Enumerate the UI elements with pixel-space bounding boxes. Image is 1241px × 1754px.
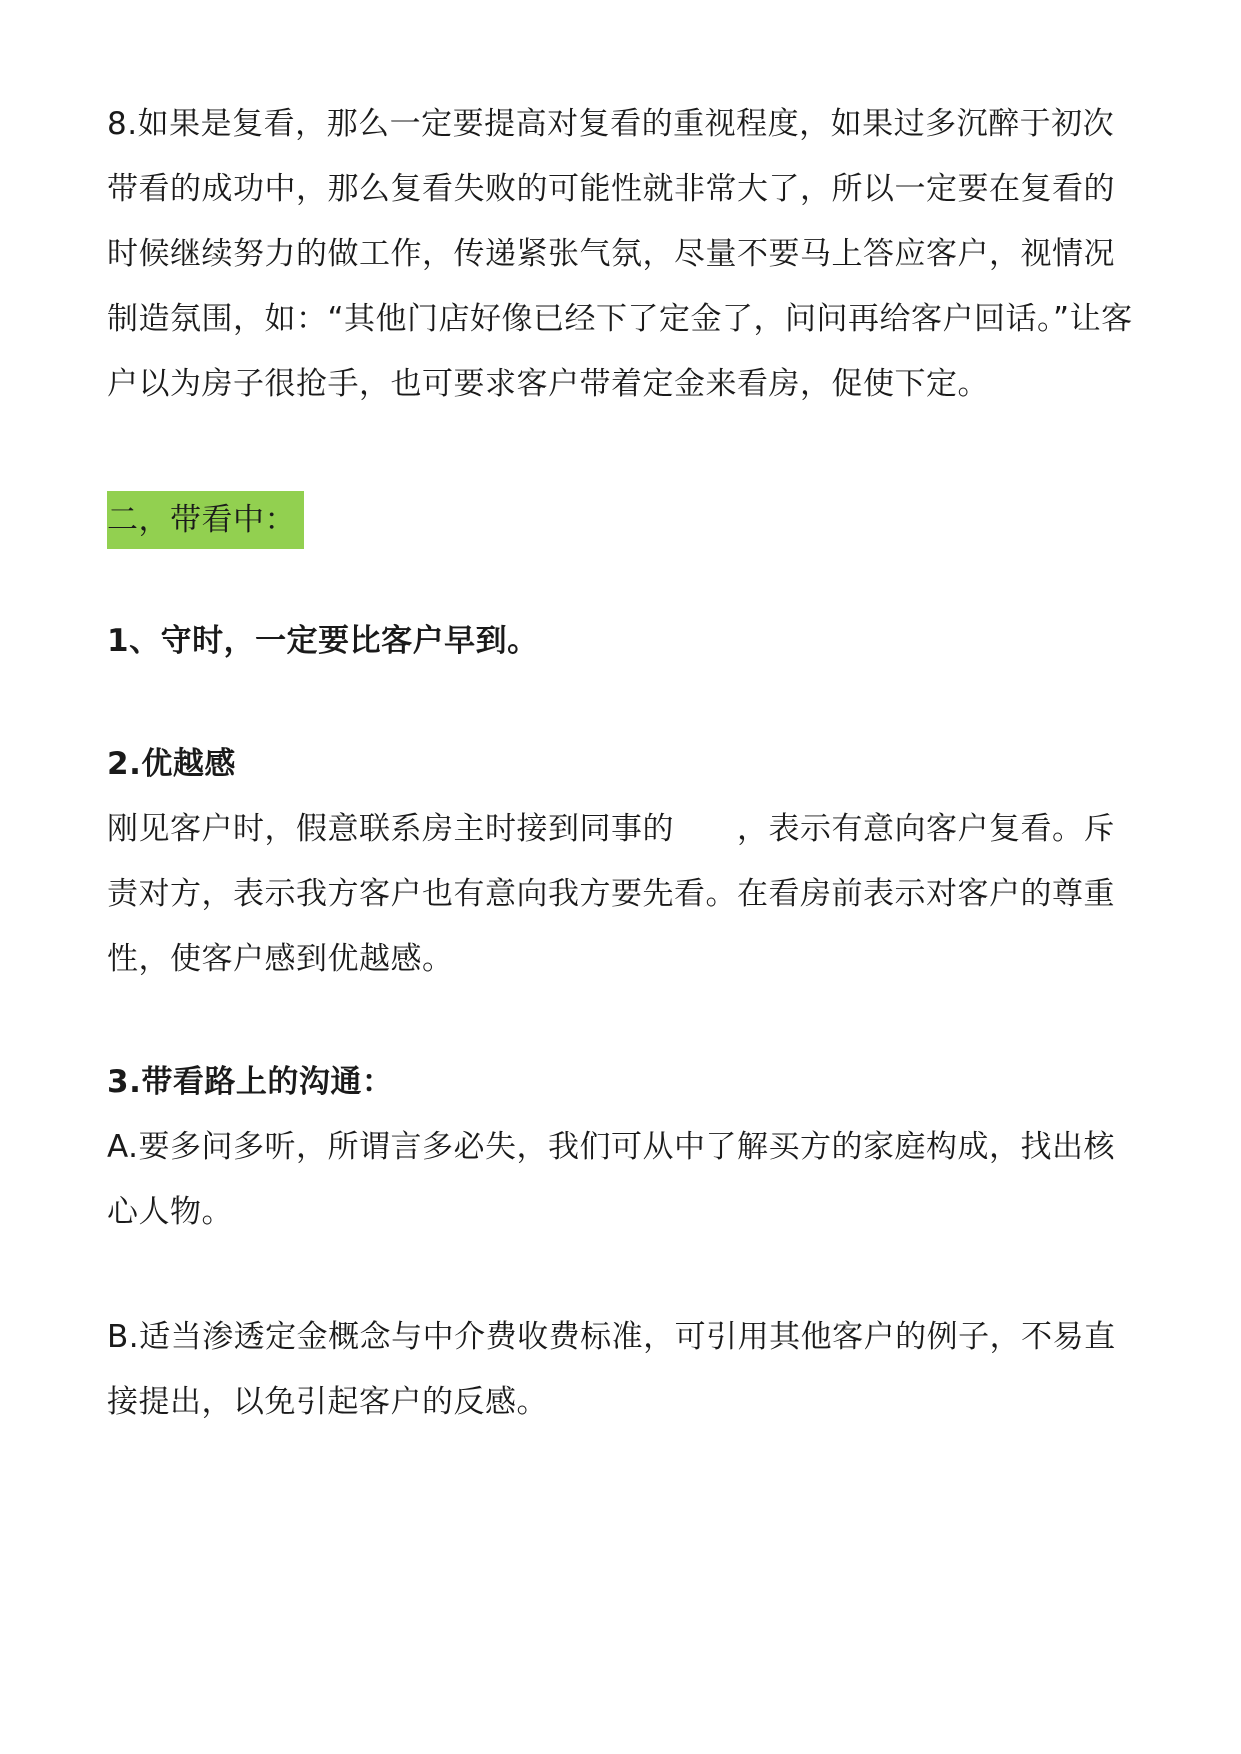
- section-heading-during-viewing: 二，带看中：: [107, 491, 304, 549]
- paragraph-superiority: 刚见客户时，假意联系房主时接到同事的 ，表示有意向客户复看。斥责对方，表示我方客户也有意向我方要先看。在看房前表示对客户的尊重性，使客户感到优越感。: [107, 811, 1115, 977]
- spacer: [107, 674, 1137, 732]
- item-heading-superiority: 2.优越感: [107, 746, 236, 782]
- document-page: [107, 92, 1137, 1435]
- spacer: [107, 549, 1137, 609]
- spacer: [107, 1245, 1137, 1305]
- paragraph-communication-b: B.适当渗透定金概念与中介费收费标准，可引用其他客户的例子，不易直接提出，以免引起客户的反感。: [107, 1319, 1116, 1420]
- paragraph-communication-a: A.要多问多听，所谓言多必失，我们可从中了解买方的家庭构成，找出核心人物。: [107, 1129, 1116, 1230]
- paragraph-revisit: 8.如果是复看，那么一定要提高对复看的重视程度，如果过多沉醉于初次带看的成功中，那么复看失败的可能性就非常大了，所以一定要在复看的时候继续努力的做工作，传递紧张气氛，尽量不要马上答应客户，视情况制造氛围，如：“其他门店好像已经下了定金了，问问再给客户回话。”让客户以为房子很抢手，也可要求客户带着定金来看房，促使下定。: [107, 106, 1133, 402]
- spacer: [107, 417, 1137, 491]
- item-heading-communication: 3.带看路上的沟通：: [107, 1064, 394, 1100]
- spacer: [107, 992, 1137, 1050]
- item-heading-punctuality: 1、守时，一定要比客户早到。: [107, 623, 539, 659]
